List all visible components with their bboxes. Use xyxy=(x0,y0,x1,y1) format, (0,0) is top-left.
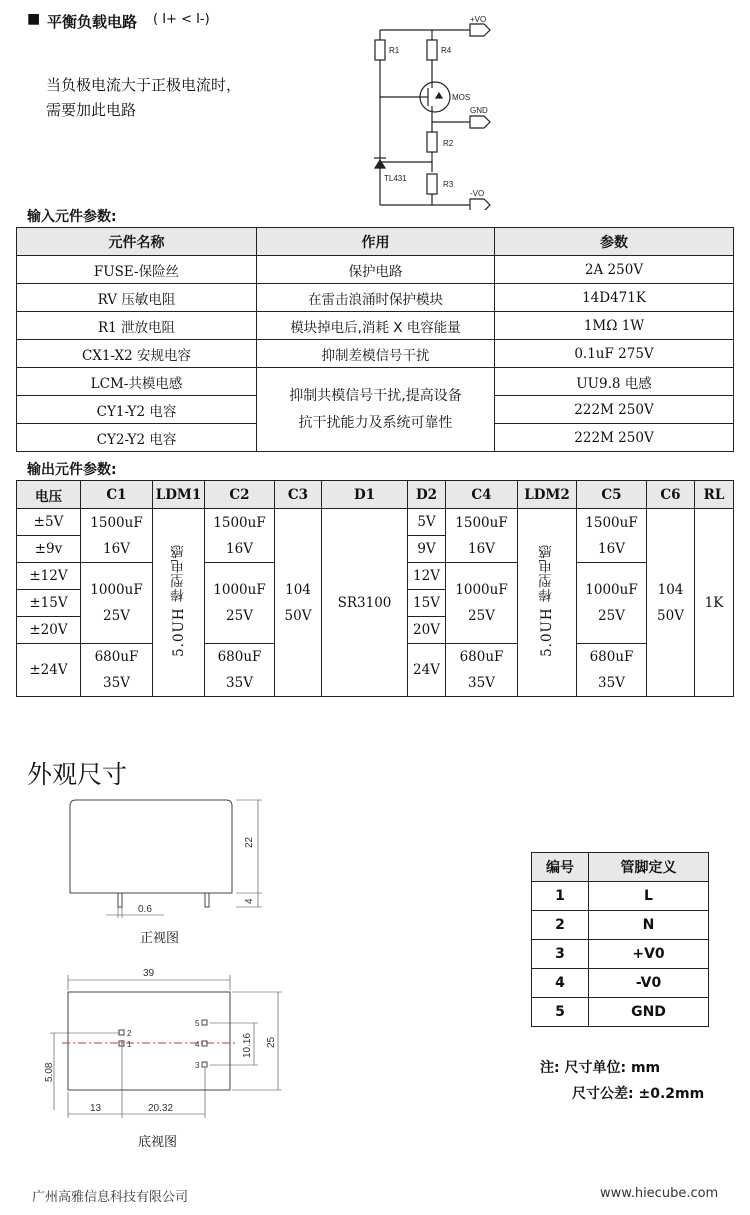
pin-definition: L xyxy=(589,882,709,911)
col-header-rl: RL xyxy=(695,481,734,509)
current-condition: ( I+ < I-) xyxy=(153,12,210,27)
cell-d1: SR3100 xyxy=(322,509,408,697)
c3-volt: 50V xyxy=(284,607,312,624)
cell-name: R1 泄放电阻 xyxy=(17,312,257,340)
cell-cap: 1500uF xyxy=(90,514,143,531)
cell-param: 222M 250V xyxy=(495,424,734,452)
pin-label-2: 2 xyxy=(127,1029,132,1038)
dim-height: 22 xyxy=(244,836,255,848)
cell-c2-group2 xyxy=(205,563,275,644)
merged-function-line1: 抑制共模信号干扰,提高设备 xyxy=(289,387,462,404)
col-header-c4: C4 xyxy=(446,481,518,509)
col-header-d2: D2 xyxy=(408,481,446,509)
cell-voltage: ±20V xyxy=(17,617,81,644)
cell-c1-group2 xyxy=(81,563,153,644)
cell-cap: 680uF xyxy=(217,649,262,665)
cell-cap: 1000uF xyxy=(90,582,143,598)
col-header-d1: D1 xyxy=(322,481,408,509)
ldm1-text: 5.0UH 棒型电感 xyxy=(170,544,187,657)
cell-name: RV 压敏电阻 xyxy=(17,284,257,312)
table-row xyxy=(532,998,709,1027)
cell-function: 抑制差模信号干扰 xyxy=(257,340,495,368)
cell-function-merged xyxy=(257,368,495,452)
cell-c2-group3 xyxy=(205,644,275,697)
cell-d2: 12V xyxy=(408,563,446,590)
footer-company: 广州高雅信息科技有限公司 xyxy=(32,1190,189,1205)
cell-d2: 24V xyxy=(408,644,446,697)
cell-ldm2 xyxy=(518,509,577,697)
cell-voltage: ±24V xyxy=(17,644,81,697)
cell-name: CY2-Y2 电容 xyxy=(17,424,257,452)
description-line2: 需要加此电路 xyxy=(46,101,137,119)
pin-number: 2 xyxy=(532,911,589,940)
pin-label-4: 4 xyxy=(195,1040,200,1049)
col-header-ldm2: LDM2 xyxy=(518,481,577,509)
table-row xyxy=(17,368,734,396)
cell-c4-group1 xyxy=(446,509,518,563)
table-row xyxy=(532,882,709,911)
description-line1: 当负极电流大于正极电流时， xyxy=(46,76,242,94)
cell-volt: 35V xyxy=(226,675,253,691)
cell-function: 保护电路 xyxy=(257,256,495,284)
cell-param: 2A 250V xyxy=(495,256,734,284)
cell-volt: 16V xyxy=(226,540,253,557)
cell-volt: 25V xyxy=(103,608,130,624)
cell-cap: 1500uF xyxy=(585,514,638,531)
cell-volt: 35V xyxy=(468,675,495,691)
label-r4: R4 xyxy=(441,46,452,55)
pin-definition: -V0 xyxy=(589,969,709,998)
pin-col-definition: 管脚定义 xyxy=(589,853,709,882)
cell-name: LCM-共模电感 xyxy=(17,368,257,396)
pin-label-5: 5 xyxy=(195,1019,200,1028)
cell-volt: 25V xyxy=(226,608,253,624)
cell-volt: 16V xyxy=(468,540,495,557)
pin-definition: +V0 xyxy=(589,940,709,969)
col-header-c2: C2 xyxy=(205,481,275,509)
dim-pin-span-x: 20.32 xyxy=(148,1103,174,1114)
cell-param: 1MΩ 1W xyxy=(495,312,734,340)
label-vo-neg: -VO xyxy=(470,189,485,198)
pin-number: 5 xyxy=(532,998,589,1027)
table-row xyxy=(17,256,734,284)
cell-volt: 16V xyxy=(598,540,625,557)
cell-name: CY1-Y2 电容 xyxy=(17,396,257,424)
bottom-view-drawing xyxy=(40,960,290,1125)
cell-c4-group2 xyxy=(446,563,518,644)
cell-cap: 1500uF xyxy=(455,514,508,531)
col-header-ldm1: LDM1 xyxy=(153,481,205,509)
cell-volt: 35V xyxy=(103,675,130,691)
cell-d2: 9V xyxy=(408,536,446,563)
cell-voltage: ±12V xyxy=(17,563,81,590)
label-mos: MOS xyxy=(452,93,471,102)
cell-volt: 35V xyxy=(598,675,625,691)
cell-c2-group1 xyxy=(205,509,275,563)
pin-definition: GND xyxy=(589,998,709,1027)
cell-cap: 680uF xyxy=(459,649,504,665)
cell-rl: 1K xyxy=(695,509,734,697)
cell-voltage: ±15V xyxy=(17,590,81,617)
pin-number: 4 xyxy=(532,969,589,998)
label-vo-pos: +VO xyxy=(470,15,487,24)
pin-label-3: 3 xyxy=(195,1061,200,1070)
dimensions-title: 外观尺寸 xyxy=(27,760,128,789)
pin-table xyxy=(531,852,709,1027)
table-row xyxy=(17,284,734,312)
cell-param: 0.1uF 275V xyxy=(495,340,734,368)
cell-cap: 1000uF xyxy=(213,582,266,598)
section-bullet: ■ xyxy=(27,11,41,27)
ldm2-text: 5.0UH 棒型电感 xyxy=(539,544,555,657)
cell-name: FUSE-保险丝 xyxy=(17,256,257,284)
dim-pin: 4 xyxy=(244,898,255,904)
pin-definition: N xyxy=(589,911,709,940)
col-header-function: 作用 xyxy=(257,228,495,256)
cell-ldm1 xyxy=(153,509,205,697)
c6-volt: 50V xyxy=(657,607,684,624)
cell-cap: 680uF xyxy=(94,649,139,665)
table-row xyxy=(532,940,709,969)
cell-d2: 20V xyxy=(408,617,446,644)
front-view-caption: 正视图 xyxy=(140,931,180,946)
cell-cap: 1500uF xyxy=(213,514,266,531)
cell-volt: 25V xyxy=(598,608,625,624)
note-tolerance: 尺寸公差: ±0.2mm xyxy=(572,1086,705,1102)
dim-body-height: 25 xyxy=(266,1036,277,1048)
cell-d2: 5V xyxy=(408,509,446,536)
cell-c4-group3 xyxy=(446,644,518,697)
table-row xyxy=(17,509,734,536)
pin-number: 1 xyxy=(532,882,589,911)
dim-pin-span: 10.16 xyxy=(242,1032,253,1058)
cell-c5-group1 xyxy=(577,509,647,563)
bottom-view-caption: 底视图 xyxy=(138,1135,178,1150)
pin-label-1: 1 xyxy=(127,1040,132,1049)
cell-function: 模块掉电后,消耗 X 电容能量 xyxy=(257,312,495,340)
c3-value: 104 xyxy=(285,581,311,598)
pin-col-number: 编号 xyxy=(532,853,589,882)
dim-offset-y: 5.08 xyxy=(44,1062,55,1082)
cell-c1-group3 xyxy=(81,644,153,697)
col-header-c1: C1 xyxy=(81,481,153,509)
section-title: 平衡负载电路 xyxy=(47,13,138,31)
input-params-table xyxy=(16,227,734,452)
dim-offset-x: 13 xyxy=(90,1103,102,1114)
table-row xyxy=(532,911,709,940)
col-header-param: 参数 xyxy=(495,228,734,256)
cell-name: CX1-X2 安规电容 xyxy=(17,340,257,368)
cell-cap: 680uF xyxy=(589,649,634,665)
pin-number: 3 xyxy=(532,940,589,969)
cell-cap: 1000uF xyxy=(455,582,508,598)
cell-c5-group2 xyxy=(577,563,647,644)
col-header-c6: C6 xyxy=(647,481,695,509)
output-params-table xyxy=(16,480,734,697)
col-header-c3: C3 xyxy=(275,481,322,509)
cell-volt: 16V xyxy=(103,540,130,557)
label-gnd: GND xyxy=(470,106,488,115)
cell-voltage: ±5V xyxy=(17,509,81,536)
table-row xyxy=(17,340,734,368)
cell-param: 222M 250V xyxy=(495,396,734,424)
note-unit: 注: 尺寸单位: mm xyxy=(540,1060,661,1076)
cell-c3 xyxy=(275,509,322,697)
dim-width: 39 xyxy=(143,968,155,979)
cell-param: 14D471K xyxy=(495,284,734,312)
cell-c6 xyxy=(647,509,695,697)
cell-c1-group1 xyxy=(81,509,153,563)
cell-c5-group3 xyxy=(577,644,647,697)
merged-function-line2: 抗干扰能力及系统可靠性 xyxy=(298,414,453,431)
input-params-title: 输入元件参数: xyxy=(27,209,117,225)
dim-pin-width: 0.6 xyxy=(138,904,152,915)
col-header-c5: C5 xyxy=(577,481,647,509)
cell-function: 在雷击浪涌时保护模块 xyxy=(257,284,495,312)
front-view-drawing xyxy=(60,790,280,920)
table-row xyxy=(17,312,734,340)
c6-value: 104 xyxy=(657,581,684,598)
label-tl431: TL431 xyxy=(384,174,407,183)
cell-param: UU9.8 电感 xyxy=(495,368,734,396)
label-r3: R3 xyxy=(443,180,454,189)
col-header-voltage: 电压 xyxy=(17,481,81,509)
label-r2: R2 xyxy=(443,139,454,148)
cell-d2: 15V xyxy=(408,590,446,617)
cell-voltage: ±9v xyxy=(17,536,81,563)
footer-website: www.hiecube.com xyxy=(600,1186,719,1201)
cell-cap: 1000uF xyxy=(585,582,638,598)
table-row xyxy=(532,969,709,998)
label-r1: R1 xyxy=(389,46,400,55)
balance-load-circuit xyxy=(350,10,510,210)
cell-volt: 25V xyxy=(468,608,495,624)
output-params-title: 输出元件参数: xyxy=(27,462,117,478)
col-header-name: 元件名称 xyxy=(17,228,257,256)
